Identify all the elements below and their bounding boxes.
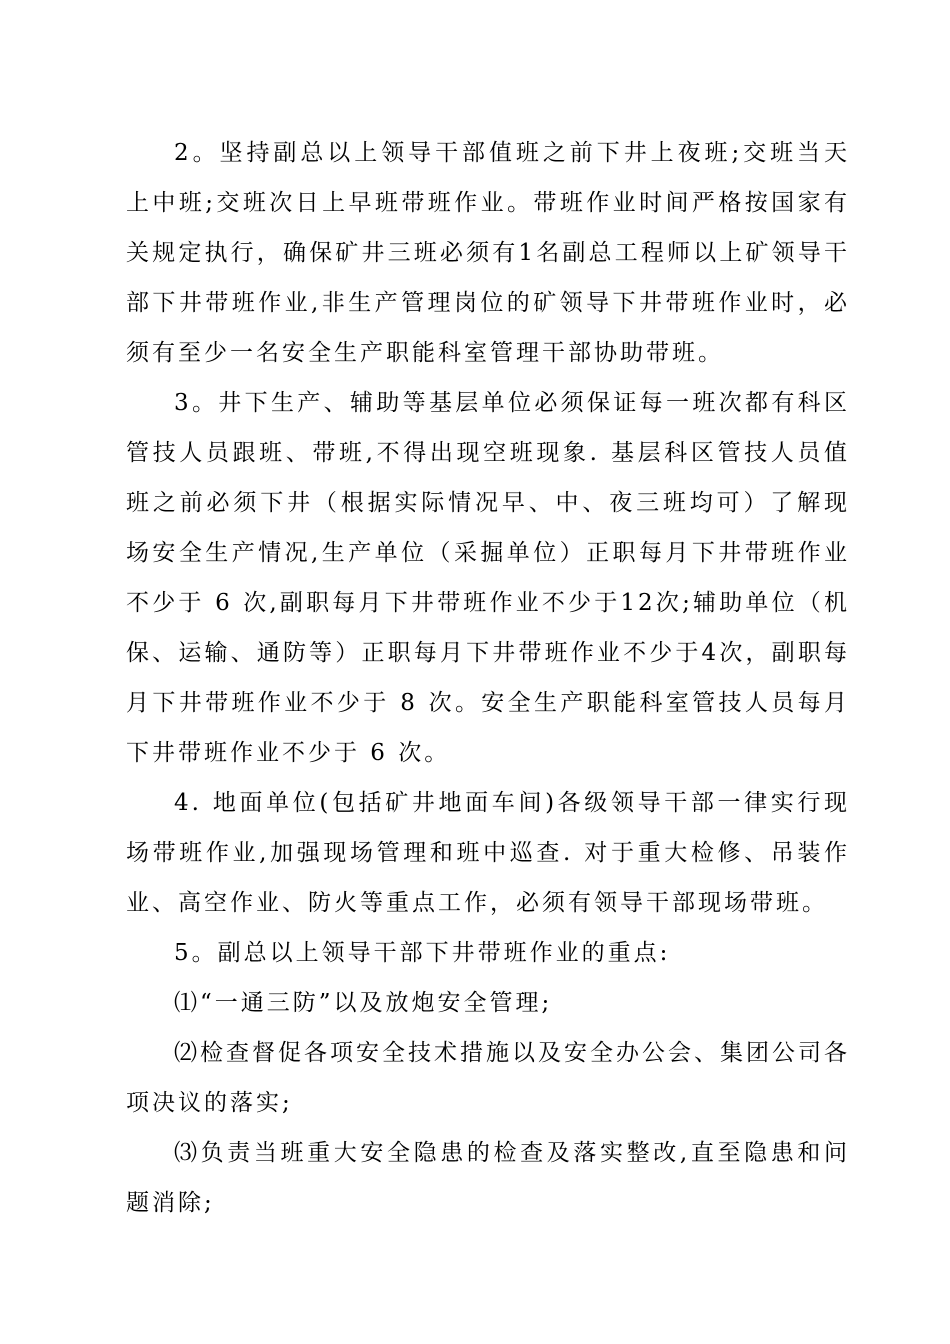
- paragraph-subitem-3: ⑶负责当班重大安全隐患的检查及落实整改,直至隐患和问题消除;: [126, 1140, 850, 1216]
- paragraph-item-4: 4. 地面单位(包括矿井地面车间)各级领导干部一律实行现场带班作业,加强现场管理和班中巡查. 对于重大检修、吊装作业、高空作业、防火等重点工作，必须有领导干部现场带班。: [126, 790, 850, 916]
- paragraph-item-5: 5。副总以上领导干部下井带班作业的重点:: [174, 940, 671, 966]
- document-body: [126, 128, 850, 1228]
- paragraph-item-3: 3。井下生产、辅助等基层单位必须保证每一班次都有科区管技人员跟班、带班,不得出现空班现象. 基层科区管技人员值班之前必须下井（根据实际情况早、中、夜三班均可）了解现场安全生产情况,生产单位（采掘单位）正职每月下井带班作业不少于 6 次,副职每月下井带班作业不少于12次;辅助单位（机保、运输、通防等）正职每月下井带班作业不少于4次，副职每月下井带班作业不少于 8 次。安全生产职能科室管技人员每月下井带班作业不少于 6 次。: [126, 390, 850, 766]
- paragraph-subitem-1: ⑴“一通三防”以及放炮安全管理;: [174, 990, 553, 1016]
- paragraph-subitem-2: ⑵检查督促各项安全技术措施以及安全办公会、集团公司各项决议的落实;: [126, 1040, 850, 1116]
- paragraph-item-2: 2。坚持副总以上领导干部值班之前下井上夜班;交班当天上中班;交班次日上早班带班作业。带班作业时间严格按国家有关规定执行，确保矿井三班必须有1名副总工程师以上矿领导干部下井带班作业,非生产管理岗位的矿领导下井带班作业时，必须有至少一名安全生产职能科室管理干部协助带班。: [126, 140, 850, 366]
